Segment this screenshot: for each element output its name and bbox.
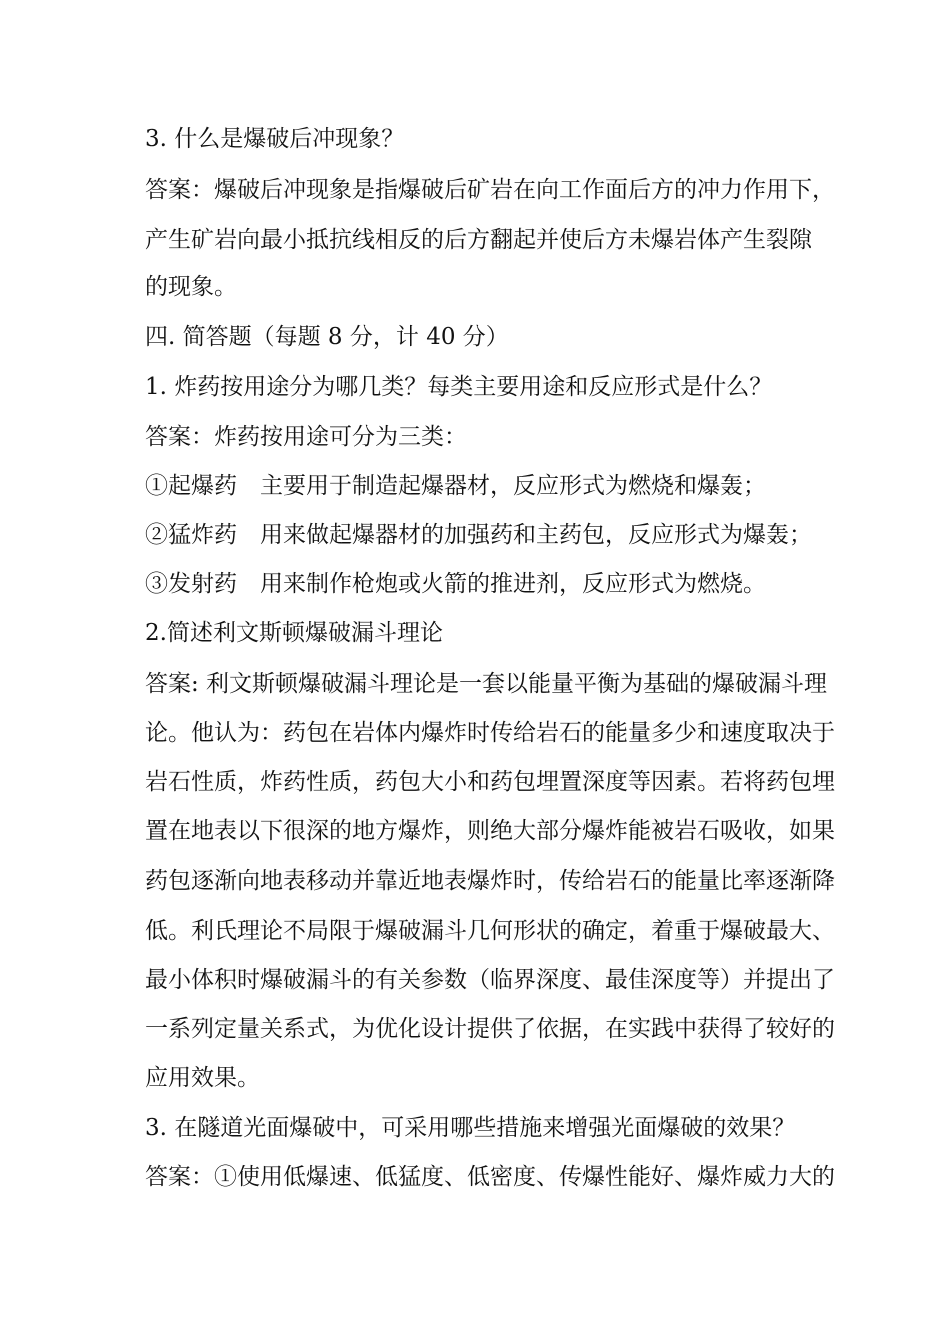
answer-3-line-2: 产生矿岩向最小抵抗线相反的后方翻起并使后方未爆岩体产生裂隙 [145,227,812,253]
short-answer-2-line-3: 岩石性质，炸药性质，药包大小和药包埋置深度等因素。若将药包埋 [145,769,835,795]
question-3-blast-backbreak: 3. 什么是爆破后冲现象？ [145,126,405,152]
short-question-2: 2.简述利文斯顿爆破漏斗理论 [145,620,443,646]
short-question-1: 1. 炸药按用途分为哪几类？每类主要用途和反应形式是什么？ [145,374,773,400]
short-answer-2-line-6: 低。利氏理论不局限于爆破漏斗几何形状的确定，着重于爆破最大、 [145,918,835,944]
short-answer-2-line-9: 应用效果。 [145,1065,260,1091]
section-heading-short-answer: 四. 简答题（每题 8 分，计 40 分） [145,324,509,350]
short-answer-3-line-1: 答案：①使用低爆速、低猛度、低密度、传爆性能好、爆炸威力大的 [145,1164,835,1190]
short-answer-2-line-1: 答案: 利文斯顿爆破漏斗理论是一套以能量平衡为基础的爆破漏斗理 [145,671,828,697]
short-question-3: 3. 在隧道光面爆破中，可采用哪些措施来增强光面爆破的效果？ [145,1115,796,1141]
short-answer-2-line-2: 论。他认为：药包在岩体内爆炸时传给岩石的能量多少和速度取决于 [145,720,835,746]
short-answer-1-intro: 答案：炸药按用途可分为三类： [145,424,467,450]
short-answer-2-line-8: 一系列定量关系式，为优化设计提供了依据，在实践中获得了较好的 [145,1016,835,1042]
short-answer-2-line-7: 最小体积时爆破漏斗的有关参数（临界深度、最佳深度等）并提出了 [145,967,835,993]
short-answer-1-item-3: ③发射药 用来制作枪炮或火箭的推进剂，反应形式为燃烧。 [145,571,766,597]
short-answer-2-line-4: 置在地表以下很深的地方爆炸，则绝大部分爆炸能被岩石吸收，如果 [145,818,835,844]
short-answer-2-line-5: 药包逐渐向地表移动并靠近地表爆炸时，传给岩石的能量比率逐渐降 [145,868,835,894]
answer-3-line-1: 答案：爆破后冲现象是指爆破后矿岩在向工作面后方的冲力作用下， [145,177,835,203]
answer-3-line-3: 的现象。 [145,274,237,300]
short-answer-1-item-2: ②猛炸药 用来做起爆器材的加强药和主药包，反应形式为爆轰； [145,522,812,548]
short-answer-1-item-1: ①起爆药 主要用于制造起爆器材，反应形式为燃烧和爆轰； [145,473,766,499]
